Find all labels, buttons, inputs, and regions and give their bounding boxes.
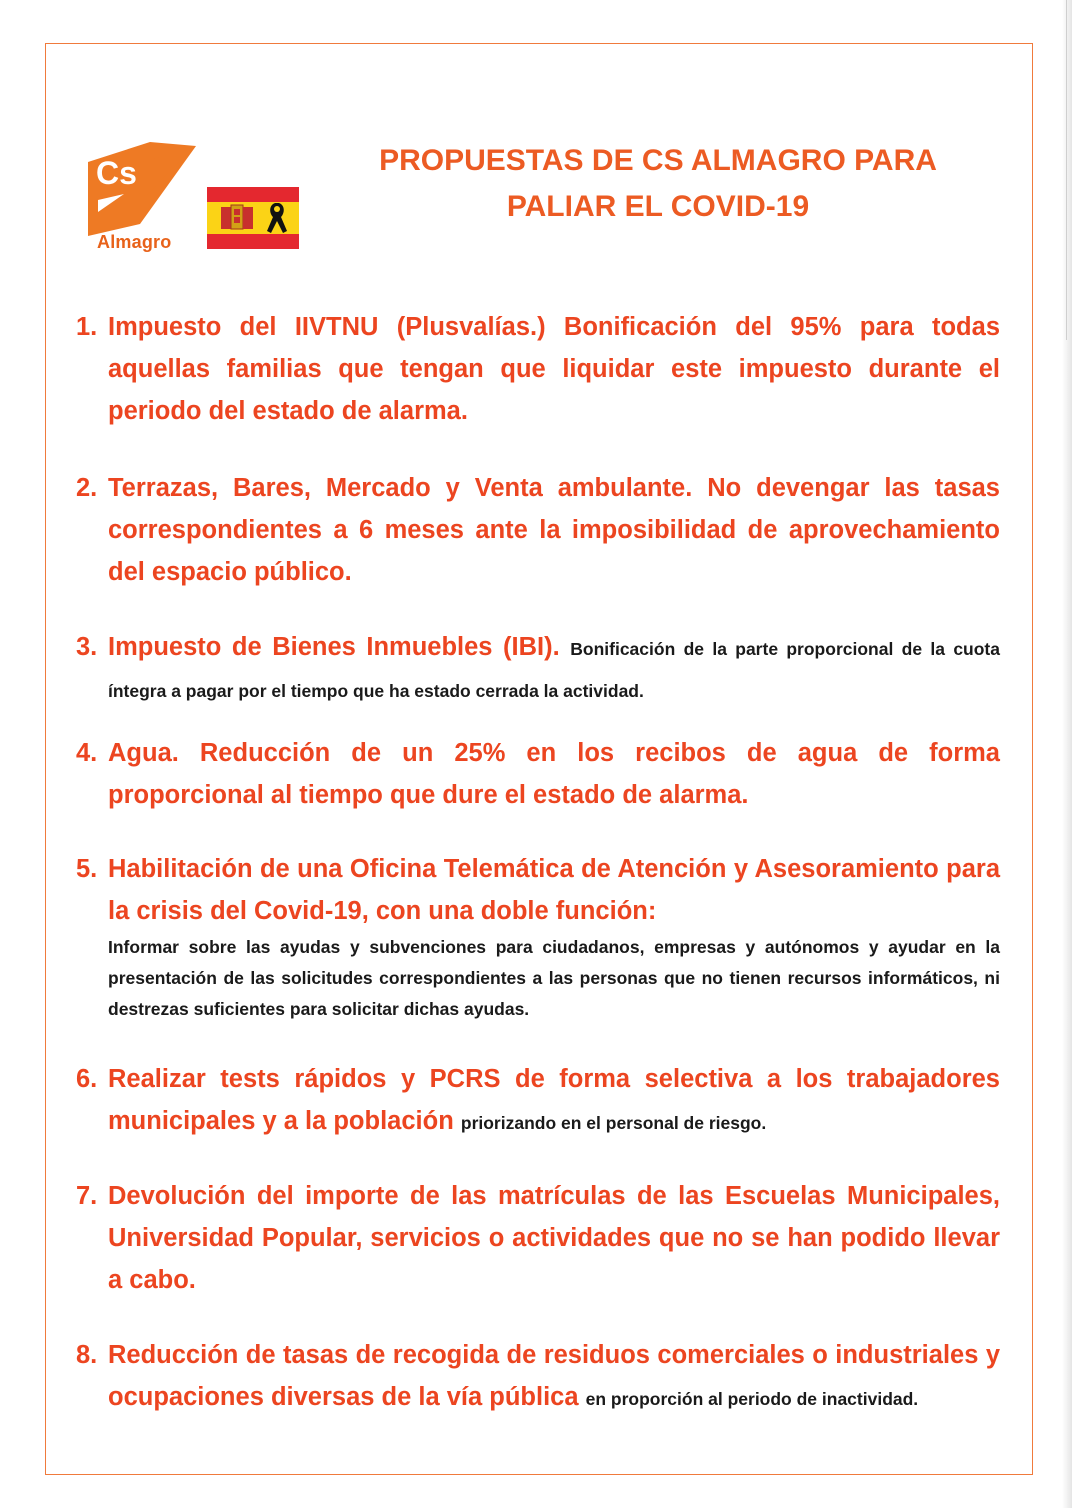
logo-town-label: Almagro — [97, 232, 172, 252]
item-detail: Bonificación de la parte proporcional de la cuota íntegra a pagar por el tiempo que ha estado cerrada la actividad. — [108, 639, 1000, 701]
logo-brand-text: Cs — [96, 155, 137, 191]
item-detail: priorizando en el personal de riesgo. — [460, 1113, 767, 1133]
item-lead: Habilitación de una Oficina Telemática de Atención y Asesoramiento para la crisis del Covid-19, con una doble función: — [108, 855, 1000, 925]
item-number: 7. — [76, 1182, 98, 1210]
proposal-item-6 — [76, 1058, 1000, 1142]
item-lead: Impuesto de Bienes Inmuebles (IBI). — [108, 633, 560, 661]
item-lead: Realizar tests rápidos y PCRS de forma selectiva a los trabajadores municipales y a la población — [108, 1065, 1000, 1135]
item-number: 5. — [76, 855, 98, 883]
proposal-item-8 — [76, 1334, 1000, 1418]
proposal-item-1 — [76, 306, 1000, 432]
item-lead: Devolución del importe de las matrículas de las Escuelas Municipales, Universidad Popular, servicios o actividades que no se han podido llevar a cabo. — [108, 1182, 1000, 1294]
page-edge-shadow — [1062, 0, 1072, 1508]
page-edge-line — [1066, 0, 1067, 340]
item-lead: Terrazas, Bares, Mercado y Venta ambulante. No devengar las tasas correspondientes a 6 meses ante la imposibilidad de aprovechamiento del espacio público. — [108, 474, 1000, 586]
item-number: 8. — [76, 1341, 98, 1369]
item-number: 1. — [76, 313, 98, 341]
title-line-2: PALIAR EL COVID-19 — [506, 190, 810, 223]
proposal-item-2 — [76, 467, 1000, 593]
item-number: 3. — [76, 633, 98, 661]
proposal-item-3 — [76, 626, 1000, 710]
item-lead: Reducción de tasas de recogida de residuos comerciales o industriales y ocupaciones diversas de la vía pública — [108, 1341, 1000, 1411]
title-line-1: PROPUESTAS DE CS ALMAGRO PARA — [379, 144, 937, 177]
proposal-item-5 — [76, 848, 1000, 1025]
proposal-item-4 — [76, 732, 1000, 816]
item-number: 4. — [76, 739, 98, 767]
page-title — [330, 138, 986, 230]
item-number: 6. — [76, 1065, 98, 1093]
item-lead: Impuesto del IIVTNU (Plusvalías.) Bonificación del 95% para todas aquellas familias que tengan que liquidar este impuesto durante el periodo del estado de alarma. — [108, 313, 1000, 425]
proposal-item-7 — [76, 1175, 1000, 1301]
item-detail: en proporción al periodo de inactividad. — [585, 1389, 919, 1409]
item-number: 2. — [76, 474, 98, 502]
item-detail: Informar sobre las ayudas y subvenciones para ciudadanos, empresas y autónomos y ayudar en la presentación de las solicitudes correspondientes a las personas que no tienen recursos informáticos, ni destrezas suficientes para solicitar dichas ayudas. — [108, 937, 1000, 1019]
spain-flag-icon — [207, 187, 299, 249]
item-lead: Agua. Reducción de un 25% en los recibos de agua de forma proporcional al tiempo que dure el estado de alarma. — [108, 739, 1000, 809]
